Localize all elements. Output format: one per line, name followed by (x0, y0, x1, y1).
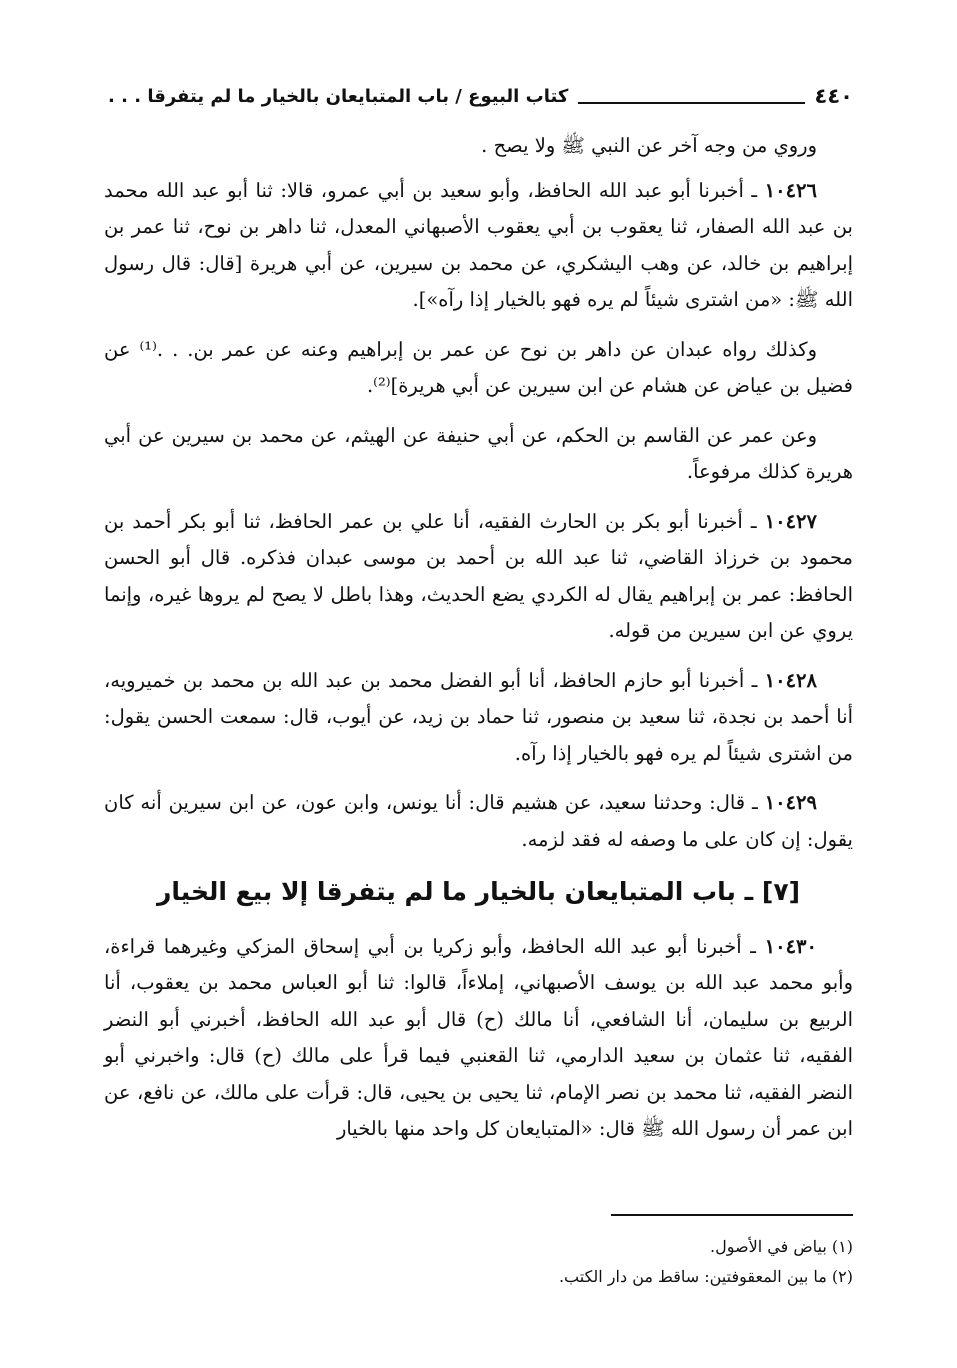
hadith-number: ١٠٤٢٨ (764, 668, 817, 692)
hadith-text: ـ أخبرنا أبو حازم الحافظ، أنا أبو الفضل محمد بن عبد الله بن محمد بن خميرويه، أنا أحمد بن نجدة، ثنا سعيد بن منصور، ثنا حماد بن زيد، عن أيوب، قال: سمعت الحسن يقول: من اشترى شيئاً لم يره فهو بالخيار إذا رآه. (104, 668, 853, 765)
hadith-paragraph (104, 663, 853, 773)
paragraph-text: وعن عمر عن القاسم بن الحكم، عن أبي حنيفة عن الهيثم، عن محمد بن سيرين عن أبي هريرة كذلك مرفوعاً. (104, 423, 853, 483)
hadith-paragraph (104, 929, 853, 1148)
hadith-number: ١٠٤٢٦ (764, 178, 817, 202)
hadith-text: ـ قال: وحدثنا سعيد، عن هشيم قال: أنا يونس، وابن عون، عن ابن سيرين أنه كان يقول: إن كان على ما وصفه له فقد لزمه. (104, 791, 853, 851)
paragraph-text: وروي من وجه آخر عن النبي ﷺ ولا يصح . (481, 134, 817, 157)
paragraph-text: وكذلك رواه عبدان عن داهر بن نوح عن عمر بن إبراهيم وعنه عن عمر بن. . .⁽¹⁾ عن فضيل بن عياض عن هشام عن ابن سيرين عن أبي هريرة]⁽²⁾. (104, 337, 853, 397)
hadith-paragraph (104, 785, 853, 858)
hadith-text: ـ أخبرنا أبو عبد الله الحافظ، وأبو سعيد بن أبي عمرو، قالا: ثنا أبو عبد الله محمد بن عبد الله الصفار، ثنا يعقوب بن أبي يعقوب الأصبهاني المعدل، ثنا داهر بن نوح، ثنا عمر بن إبراهيم بن خالد، عن وهب اليشكري، عن محمد بن سيرين، عن أبي هريرة [قال: قال رسول الله ﷺ: «من اشترى شيئاً لم يره فهو بالخيار إذا رآه»]. (104, 178, 853, 311)
section-heading: [٧] ـ باب المتبايعان بالخيار ما لم يتفرقا إلا بيع الخيار (156, 877, 801, 906)
hadith-text: ـ أخبرنا أبو بكر بن الحارث الفقيه، أنا علي بن عمر الحافظ، ثنا أبو بكر أحمد بن محمود بن خرزاذ القاضي، ثنا عبد الله بن أحمد بن موسى عبدان فذكره. قال أبو الحسن الحافظ: عمر بن إبراهيم يقال له الكردي يضع الحديث، وهذا باطل لا يصح لم يروها غيره، وإنما يروي عن ابن سيرين من قوله. (104, 509, 853, 642)
header-rule (578, 102, 804, 104)
footnote-separator (611, 1214, 853, 1216)
hadith-number: ١٠٤٣٠ (764, 934, 817, 958)
hadith-number: ١٠٤٢٧ (764, 509, 817, 533)
footnote: (٢) ما بين المعقوفتين: ساقط من دار الكتب. (558, 1267, 853, 1286)
footnote: (١) بياض في الأصول. (710, 1237, 853, 1256)
paragraph (104, 128, 853, 165)
hadith-number: ١٠٤٢٩ (764, 791, 817, 814)
page-header (108, 78, 853, 114)
page-number: ٤٤٠ (814, 84, 853, 108)
paragraph (104, 332, 853, 405)
page-body (104, 128, 853, 1161)
hadith-paragraph (104, 504, 853, 650)
hadith-text: ـ أخبرنا أبو عبد الله الحافظ، وأبو زكريا بن أبي إسحاق المزكي وغيرهما قراءة، وأبو محمد عبد الله بن يوسف الأصبهاني، إملاءاً، قالوا: ثنا أبو العباس محمد بن يعقوب، أنا الربيع بن سليمان، أنا الشافعي، أنا مالك (ح) قال أبو عبد الله الحافظ، أخبرني أبو النضر الفقيه، ثنا عثمان بن سعيد الدارمي، ثنا القعنبي فيما قرأ على مالك (ح) قال: واخبرني أبو النضر الفقيه، ثنا محمد بن نصر الإمام، ثنا يحيى بن يحيى، قال: قرأت على مالك، عن نافع، عن ابن عمر أن رسول الله ﷺ قال: «المتبايعان كل واحد منها بالخيار (104, 934, 853, 1140)
paragraph (104, 418, 853, 491)
hadith-paragraph (104, 173, 853, 319)
footnotes (300, 1232, 853, 1292)
running-title: كتاب البيوع / باب المتبايعان بالخيار ما لم يتفرقا . . . (108, 85, 569, 107)
